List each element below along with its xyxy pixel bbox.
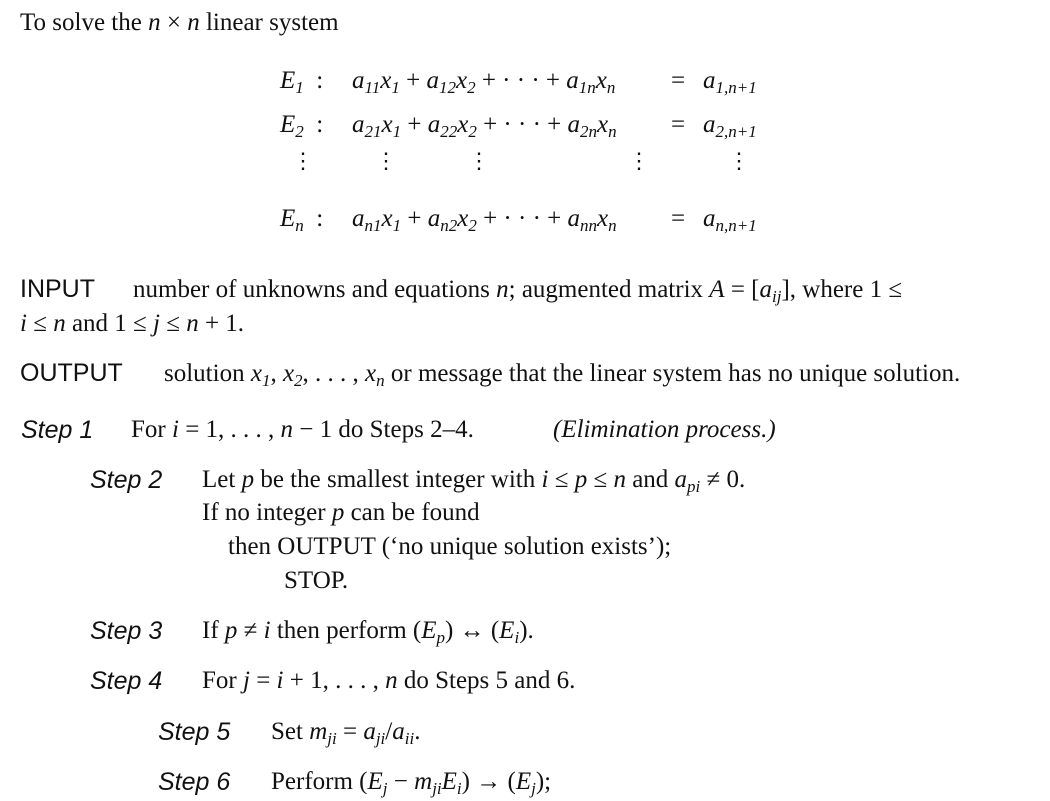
eq2-label: $E_2$ : xyxy=(280,111,324,141)
eqn-equals: = xyxy=(671,205,686,232)
input-line-1: number of unknowns and equations n; augmented matrix $A = [a_{ij}]$, where 1 ≤ xyxy=(133,276,903,306)
eq1-label: $E_1$ : xyxy=(280,67,324,97)
vdots-col-rhs: ⋮ xyxy=(728,148,750,173)
step2-line-4: STOP. xyxy=(284,567,349,594)
eqn-lhs: $a_{n1}x_1 + a_{n2}x_2$ + · · · + $a_{nn}x_n$ xyxy=(352,205,617,235)
step1-note: (Elimination process.) xyxy=(553,416,776,443)
input-line-2: i ≤ n and 1 ≤ j ≤ n + 1. xyxy=(20,310,245,337)
step2-line-1: Let p be the smallest integer with i ≤ p ≤ n and $a_{pi} \ne 0$. xyxy=(202,466,746,496)
output-text: solution $x_1$, $x_2$, . . . , $x_n$ or message that the linear system has no unique solution. xyxy=(164,360,961,390)
vdots-col-label: ⋮ xyxy=(292,148,314,173)
step1-label: Step 1 xyxy=(21,416,94,444)
step4-label: Step 4 xyxy=(90,667,163,695)
eqn-rhs: $a_{n,n+1}$ xyxy=(703,205,757,235)
vdots-col-n: ⋮ xyxy=(628,148,650,173)
eq1-equals: = xyxy=(671,67,686,94)
eq2-rhs: $a_{2,n+1}$ xyxy=(703,111,757,141)
eq1-lhs: $a_{11}x_1 + a_{12}x_2$ + · · · + $a_{1n}x_n$ xyxy=(352,67,616,97)
step3-text: If p ≠ i then perform $(E_p)$ ↔ $(E_i)$. xyxy=(202,617,534,647)
vdots-col-1: ⋮ xyxy=(375,148,397,173)
eq2-equals: = xyxy=(671,111,686,138)
step2-label: Step 2 xyxy=(90,466,163,494)
output-keyword: OUTPUT xyxy=(20,359,123,387)
eq2-lhs: $a_{21}x_1 + a_{22}x_2$ + · · · + $a_{2n}x_n$ xyxy=(352,111,617,141)
vdots-col-2: ⋮ xyxy=(468,148,490,173)
step4-text: For j = i + 1, . . . , n do Steps 5 and 6. xyxy=(202,667,576,694)
step5-label: Step 5 xyxy=(158,718,231,746)
eqn-label: $E_n$ : xyxy=(280,205,324,235)
step2-line-2: If no integer p can be found xyxy=(202,499,480,526)
step3-label: Step 3 xyxy=(90,617,163,645)
step2-line-3: then OUTPUT (‘no unique solution exists’); xyxy=(228,533,672,560)
step5-text: Set $m_{ji} = a_{ji}/a_{ii}$. xyxy=(271,718,421,748)
step6-label: Step 6 xyxy=(158,768,231,796)
eq1-rhs: $a_{1,n+1}$ xyxy=(703,67,757,97)
step1-text: For i = 1, . . . , n − 1 do Steps 2–4. xyxy=(131,416,474,443)
input-keyword: INPUT xyxy=(20,275,95,303)
step6-text: Perform $(E_j - m_{ji}E_i) \to (E_j)$; xyxy=(271,768,552,798)
intro-text: To solve the n × n linear system xyxy=(20,9,339,36)
